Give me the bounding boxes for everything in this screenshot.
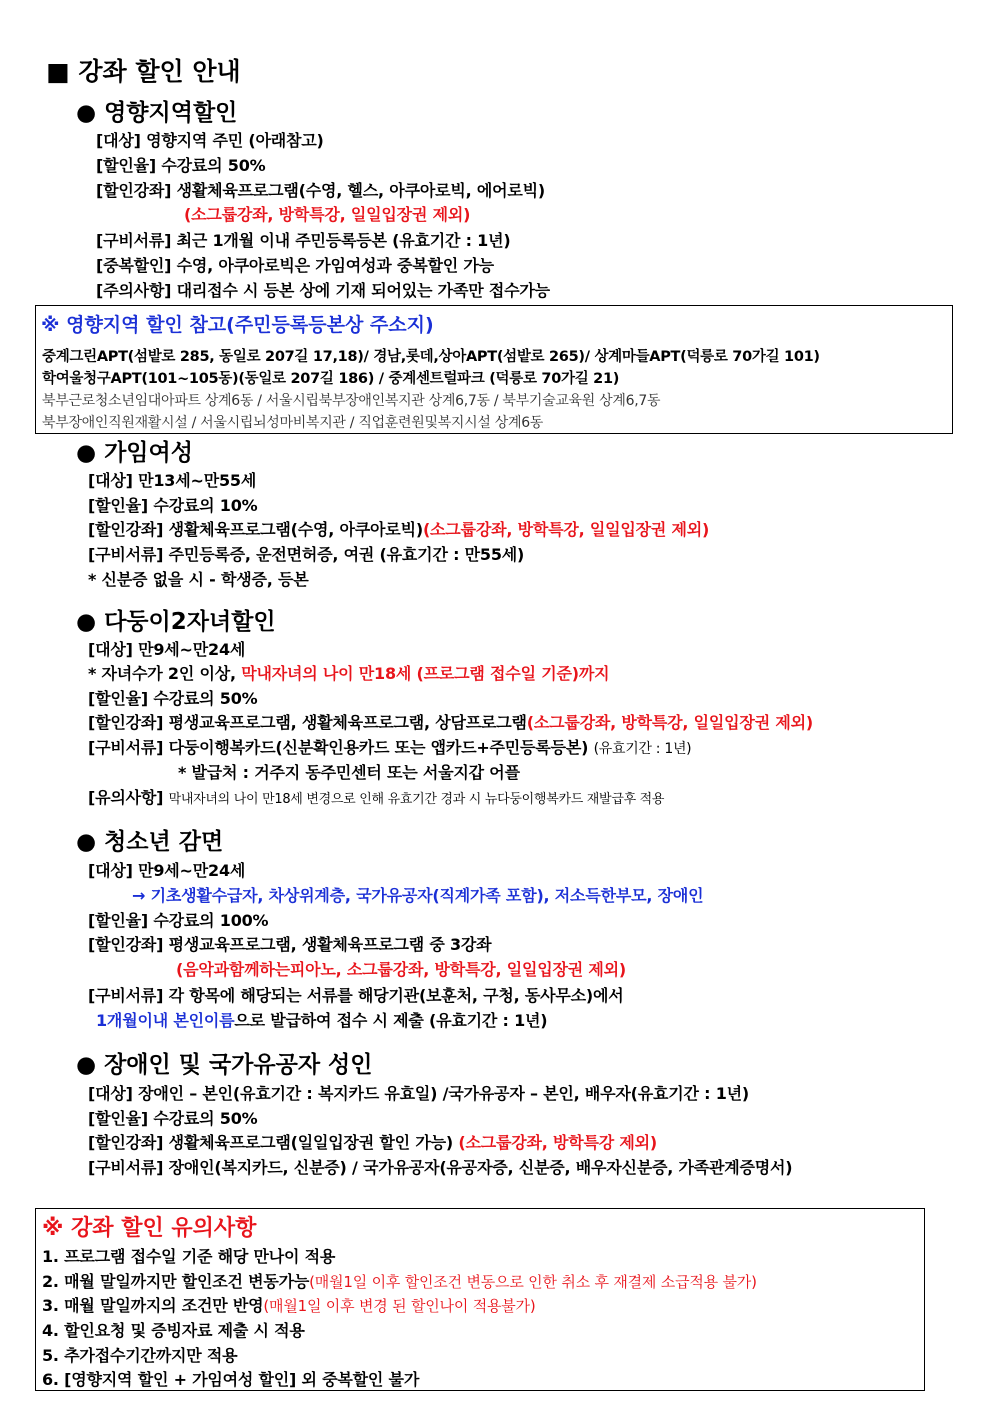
notes-item-red: (매월1일 이후 할인조건 변동으로 인한 취소 후 재결제 소급적용 불가)	[309, 1273, 757, 1291]
notes-item-text: 2. 매월 말일까지만 할인조건 변동가능	[42, 1272, 310, 1291]
youth-target-detail: → 기초생활수급자, 차상위계층, 국가유공자(직계가족 포함), 저소득한부모, 장애인	[132, 886, 704, 905]
page-title: ■ 강좌 할인 안내	[46, 57, 241, 86]
multi-course	[88, 710, 813, 733]
youth-target: [대상] 만9세~만24세	[88, 861, 246, 880]
notes-item-text: 1. 프로그램 접수일 기준 해당 만나이 적용	[42, 1247, 336, 1266]
women-note: * 신분증 없을 시 - 학생증, 등본	[88, 570, 309, 589]
youth-rate: [할인율] 수강료의 100%	[88, 911, 269, 930]
section-heading-youth: ● 청소년 감면	[76, 829, 224, 855]
area-rate: [할인율] 수강료의 50%	[96, 156, 266, 175]
multi-course-text: [할인강좌] 평생교육프로그램, 생활체육프로그램, 상담프로그램	[88, 713, 527, 732]
multi-issue: * 발급처 : 거주지 동주민센터 또는 서울지갑 어플	[178, 763, 520, 782]
notes-item	[42, 1367, 419, 1390]
women-target: [대상] 만13세~만55세	[88, 471, 257, 490]
multi-docs-valid: (유효기간 : 1년)	[593, 741, 692, 757]
notes-item	[42, 1244, 335, 1267]
section-heading-multichild: ● 다둥이2자녀할인	[76, 609, 276, 635]
multi-caution-text: 막내자녀의 나이 만18세 변경으로 인해 유효기간 경과 시 뉴다둥이행복카드 재발급후 적용	[168, 792, 665, 807]
multi-condition-a: * 자녀수가 2인 이상,	[88, 664, 236, 683]
women-rate: [할인율] 수강료의 10%	[88, 496, 258, 515]
multi-docs-text: [구비서류] 다둥이행복카드(신분확인용카드 또는 앱카드+주민등록등본)	[88, 738, 589, 757]
section-heading-women: ● 가임여성	[76, 440, 193, 466]
reference-line: 학여울청구APT(101~105동)(동일로 207길 186) / 중계센트럴파크 (덕릉로 70가길 21)	[42, 371, 620, 387]
area-target: [대상] 영향지역 주민 (아래참고)	[96, 131, 324, 150]
reference-box-title: ※ 영향지역 할인 참고(주민등록등본상 주소지)	[41, 314, 434, 336]
youth-docs-rest: 으로 발급하여 접수 시 제출 (유효기간 : 1년)	[234, 1011, 548, 1030]
multi-condition	[88, 661, 609, 684]
disabled-course-exclusion: (소그룹강좌, 방학특강 제외)	[458, 1133, 657, 1152]
notes-item-text: 3. 매월 말일까지의 조건만 반영	[42, 1296, 264, 1315]
disabled-rate: [할인율] 수강료의 50%	[88, 1109, 258, 1128]
disabled-docs: [구비서류] 장애인(복지카드, 신분증) / 국가유공자(유공자증, 신분증, 배우자신분증, 가족관계증명서)	[88, 1158, 793, 1177]
area-duplicate: [중복할인] 수영, 아쿠아로빅은 가임여성과 중복할인 가능	[96, 256, 494, 275]
disabled-target: [대상] 장애인 – 본인(유효기간 : 복지카드 유효일) /국가유공자 – 본인, 배우자(유효기간 : 1년)	[88, 1084, 750, 1103]
area-note: [주의사항] 대리접수 시 등본 상에 기재 되어있는 가족만 접수가능	[96, 281, 550, 300]
section-heading-area: ● 영향지역할인	[76, 100, 238, 126]
youth-docs: [구비서류] 각 항목에 해당되는 서류를 해당기관(보훈처, 구청, 동사무소)에서	[88, 986, 624, 1005]
women-course	[88, 517, 709, 540]
multi-rate: [할인율] 수강료의 50%	[88, 689, 258, 708]
multi-caution	[88, 785, 664, 808]
notes-item-text: 4. 할인요청 및 증빙자료 제출 시 적용	[42, 1321, 305, 1340]
multi-caution-label: [유의사항]	[88, 788, 164, 807]
reference-line: 북부근로청소년임대아파트 상계6동 / 서울시립북부장애인복지관 상계6,7동 / 북부기술교육원 상계6,7동	[42, 393, 661, 409]
multi-course-exclusion: (소그룹강좌, 방학특강, 일일입장권 제외)	[526, 713, 813, 732]
notes-item-text: 5. 추가접수기간까지만 적용	[42, 1346, 238, 1365]
youth-docs-2	[96, 1008, 547, 1031]
area-reference-box	[35, 305, 953, 434]
multi-condition-b: 막내자녀의 나이 만18세 (프로그램 접수일 기준)까지	[241, 664, 610, 683]
disabled-course	[88, 1130, 657, 1153]
women-course-exclusion: (소그룹강좌, 방학특강, 일일입장권 제외)	[422, 520, 710, 539]
multi-target: [대상] 만9세~만24세	[88, 640, 246, 659]
notes-item	[42, 1293, 536, 1316]
youth-docs-highlight: 1개월이내 본인이름	[96, 1011, 235, 1030]
notes-item	[42, 1318, 305, 1341]
area-course-exclusion: (소그룹강좌, 방학특강, 일일입장권 제외)	[184, 205, 471, 224]
notes-item	[42, 1269, 757, 1292]
youth-course-exclusion: (음악과함께하는피아노, 소그룹강좌, 방학특강, 일일입장권 제외)	[176, 960, 626, 979]
women-docs: [구비서류] 주민등록증, 운전면허증, 여권 (유효기간 : 만55세)	[88, 545, 525, 564]
multi-docs	[88, 735, 691, 758]
area-docs: [구비서류] 최근 1개월 이내 주민등록등본 (유효기간 : 1년)	[96, 231, 511, 250]
youth-course: [할인강좌] 평생교육프로그램, 생활체육프로그램 중 3강좌	[88, 935, 492, 954]
reference-line: 중계그린APT(섬밭로 285, 동일로 207길 17,18)/ 경남,롯데,상아APT(섬밭로 265)/ 상계마들APT(덕릉로 70가길 101)	[42, 349, 820, 365]
discount-notes-box	[35, 1208, 925, 1391]
notes-box-title: ※ 강좌 할인 유의사항	[42, 1216, 257, 1241]
reference-line: 북부장애인직원재활시설 / 서울시립뇌성마비복지관 / 직업훈련원및복지시설 상계6동	[42, 415, 544, 431]
section-heading-disabled: ● 장애인 및 국가유공자 성인	[76, 1052, 373, 1078]
notes-item-red: (매월1일 이후 변경 된 할인나이 적용불가)	[263, 1297, 536, 1315]
notes-item	[42, 1343, 237, 1366]
disabled-course-text: [할인강좌] 생활체육프로그램(일일입장권 할인 가능)	[88, 1133, 453, 1152]
notes-item-text: 6. [영향지역 할인 + 가임여성 할인] 외 중복할인 불가	[42, 1370, 420, 1389]
area-course: [할인강좌] 생활체육프로그램(수영, 헬스, 아쿠아로빅, 에어로빅)	[96, 181, 545, 200]
women-course-text: [할인강좌] 생활체육프로그램(수영, 아쿠아로빅)	[88, 520, 423, 539]
